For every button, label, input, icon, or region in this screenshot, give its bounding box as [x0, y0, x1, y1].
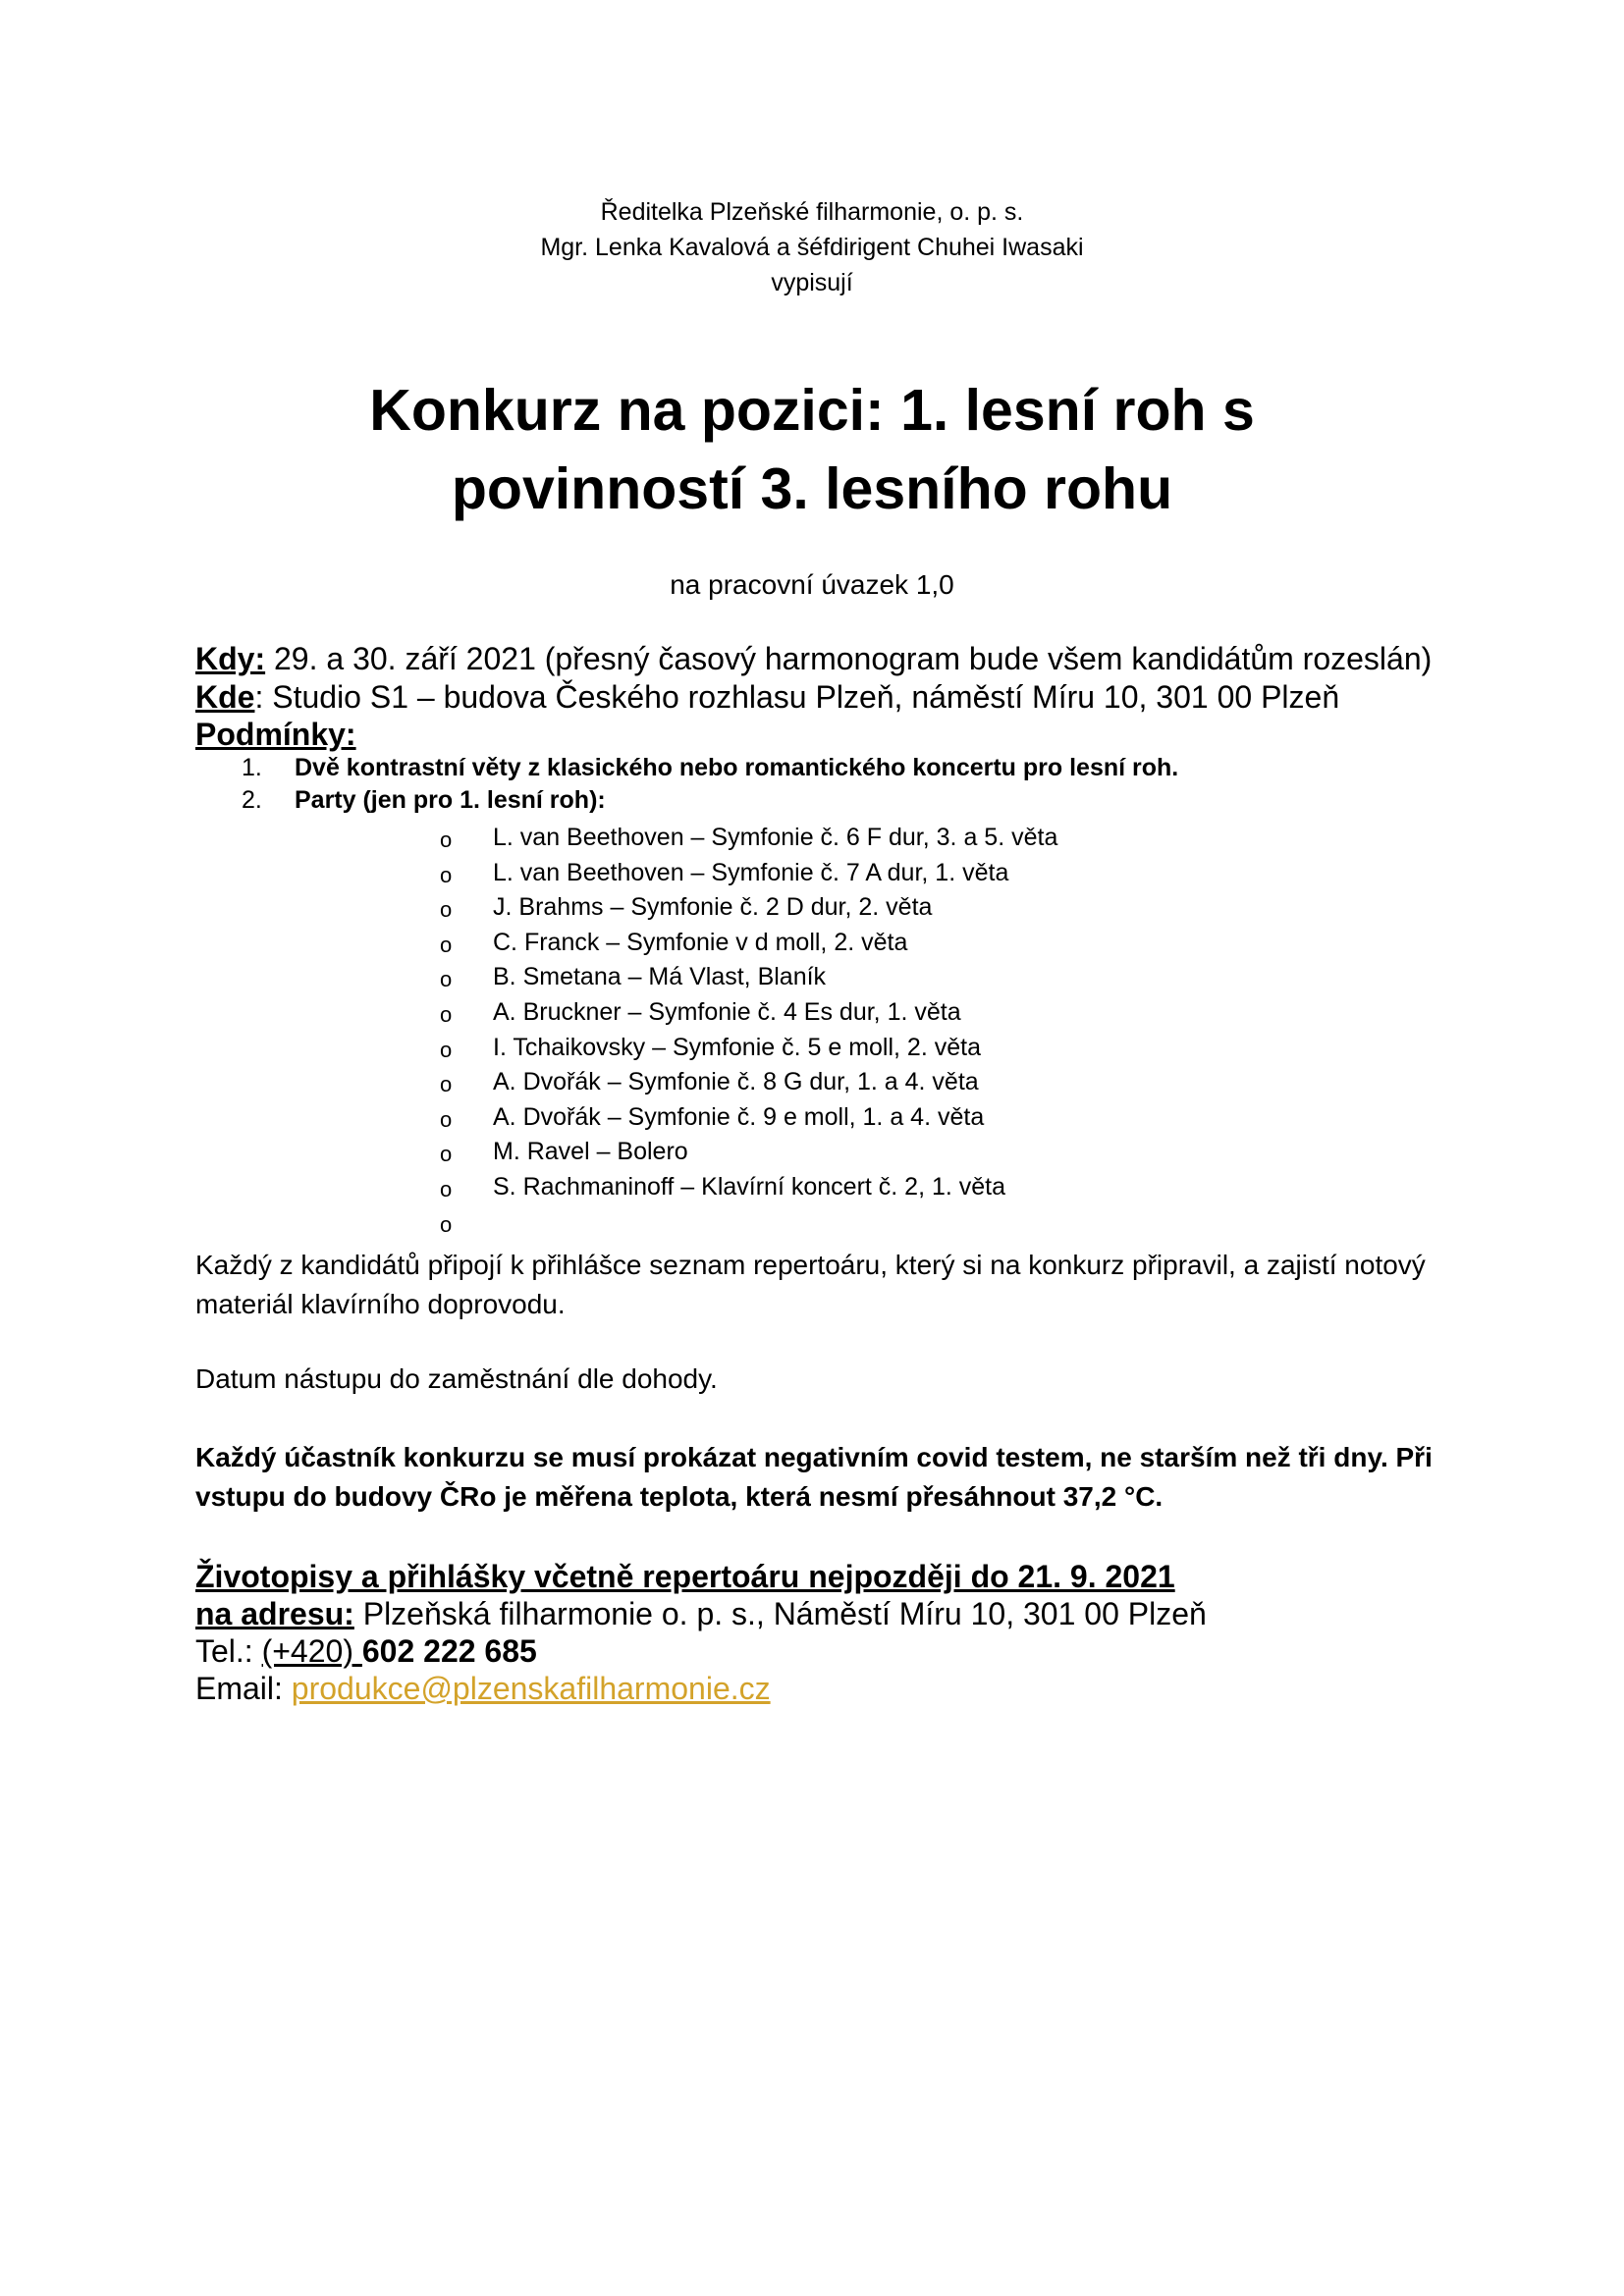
email-link[interactable]: produkce@plzenskafilharmonie.cz [291, 1671, 771, 1707]
part-item [295, 821, 1433, 856]
part-item [295, 995, 1433, 1031]
condition-text: Party (jen pro 1. lesní roh): [295, 786, 606, 814]
part-text: L. van Beethoven – Symfonie č. 7 A dur, 1. věta [493, 858, 1009, 886]
bullet-icon: o [440, 1211, 453, 1237]
condition-item [195, 752, 1433, 784]
part-item [295, 1100, 1433, 1136]
content-body [195, 640, 1433, 1707]
phone-label: Tel.: [195, 1633, 262, 1670]
header-line-names: Mgr. Lenka Kavalová a šéfdirigent Chuhei Iwasaki [540, 234, 1084, 261]
conditions-label: Podmínky: [195, 717, 356, 752]
condition-text: Dvě kontrastní věty z klasického nebo romantického koncertu pro lesní roh. [295, 754, 1179, 781]
when-text: 29. a 30. září 2021 (přesný časový harmonogram bude všem kandidátům rozeslán) [265, 641, 1433, 676]
part-text: A. Bruckner – Symfonie č. 4 Es dur, 1. věta [493, 997, 961, 1026]
header-line-announce: vypisují [771, 269, 853, 296]
part-text: L. van Beethoven – Symfonie č. 6 F dur, 3. a 5. věta [493, 824, 1058, 851]
document-title [0, 371, 1624, 528]
bullet-icon: o [440, 862, 453, 887]
phone-prefix-link[interactable]: (+420) [261, 1633, 362, 1670]
part-text: S. Rachmaninoff – Klavírní koncert č. 2, 1. věta [493, 1172, 1006, 1201]
bullet-icon: o [440, 1176, 453, 1201]
part-item [295, 1065, 1433, 1100]
phone-number: 602 222 685 [361, 1633, 537, 1670]
email-label: Email: [195, 1671, 292, 1707]
part-text: C. Franck – Symfonie v d moll, 2. věta [493, 928, 908, 956]
header-block [0, 194, 1624, 300]
address-line [195, 1595, 1433, 1632]
part-item [295, 926, 1433, 961]
address-text: Plzeňská filharmonie o. p. s., Náměstí Míru 10, 301 00 Plzeň [353, 1596, 1207, 1632]
contact-block [195, 1558, 1433, 1707]
address-label: na adresu: [195, 1596, 354, 1632]
bullet-icon: o [440, 1072, 453, 1097]
part-text: A. Dvořák – Symfonie č. 8 G dur, 1. a 4. věta [493, 1068, 979, 1096]
employment-subtitle: na pracovní úvazek 1,0 [670, 569, 954, 600]
email-line [195, 1670, 1433, 1707]
part-item [295, 890, 1433, 926]
covid-note: Každý účastník konkurzu se musí prokázat negativním covid testem, ne starším než tři dny. Při vstupu do budovy ČRo je měřena teplota, která nesmí přesáhnout 37,2 °C. [195, 1442, 1433, 1513]
conditions-list [195, 752, 1433, 1240]
bullet-icon: o [440, 1106, 453, 1132]
where-label: Kde [195, 679, 255, 715]
part-item [295, 856, 1433, 891]
bullet-icon: o [440, 1037, 453, 1062]
bullet-icon: o [440, 967, 453, 992]
part-item [295, 1205, 1433, 1241]
part-text: I. Tchaikovsky – Symfonie č. 5 e moll, 2. věta [493, 1033, 981, 1061]
part-text: J. Brahms – Symfonie č. 2 D dur, 2. věta [493, 893, 933, 922]
where-text: : Studio S1 – budova Českého rozhlasu Plzeň, náměstí Míru 10, 301 00 Plzeň [254, 679, 1340, 715]
phone-line [195, 1632, 1433, 1670]
part-text: A. Dvořák – Symfonie č. 9 e moll, 1. a 4. věta [493, 1102, 985, 1131]
part-item [295, 1031, 1433, 1066]
deadline-line [195, 1558, 1433, 1595]
title-line-2: povinností 3. lesního rohu [451, 456, 1173, 521]
part-item [295, 960, 1433, 995]
part-item [295, 1135, 1433, 1170]
bullet-icon: o [440, 897, 453, 923]
header-line-director: Ředitelka Plzeňské filharmonie, o. p. s. [600, 198, 1024, 226]
when-paragraph [195, 640, 1433, 678]
bullet-icon: o [440, 828, 453, 852]
where-paragraph [195, 678, 1433, 717]
title-line-1: Konkurz na pozici: 1. lesní roh s [369, 378, 1255, 443]
bullet-icon: o [440, 1142, 453, 1167]
bullet-icon: o [440, 1001, 453, 1027]
part-item [295, 1170, 1433, 1205]
part-text: M. Ravel – Bolero [493, 1138, 688, 1166]
when-label: Kdy: [195, 641, 266, 676]
orchestral-parts-list [295, 821, 1433, 1240]
condition-item [195, 784, 1433, 1240]
condition-number: 1. [242, 754, 262, 781]
condition-number: 2. [242, 786, 262, 814]
deadline-text: Životopisy a přihlášky včetně repertoáru nejpozději do 21. 9. 2021 [195, 1559, 1175, 1595]
bullet-icon: o [440, 932, 453, 957]
repertoire-note: Každý z kandidátů připojí k přihlášce seznam repertoáru, který si na konkurz připravil, a zajistí notový materiál klavírního doprovodu. [195, 1250, 1426, 1320]
part-text: B. Smetana – Má Vlast, Blaník [493, 963, 827, 991]
start-date-note: Datum nástupu do zaměstnání dle dohody. [195, 1363, 718, 1395]
